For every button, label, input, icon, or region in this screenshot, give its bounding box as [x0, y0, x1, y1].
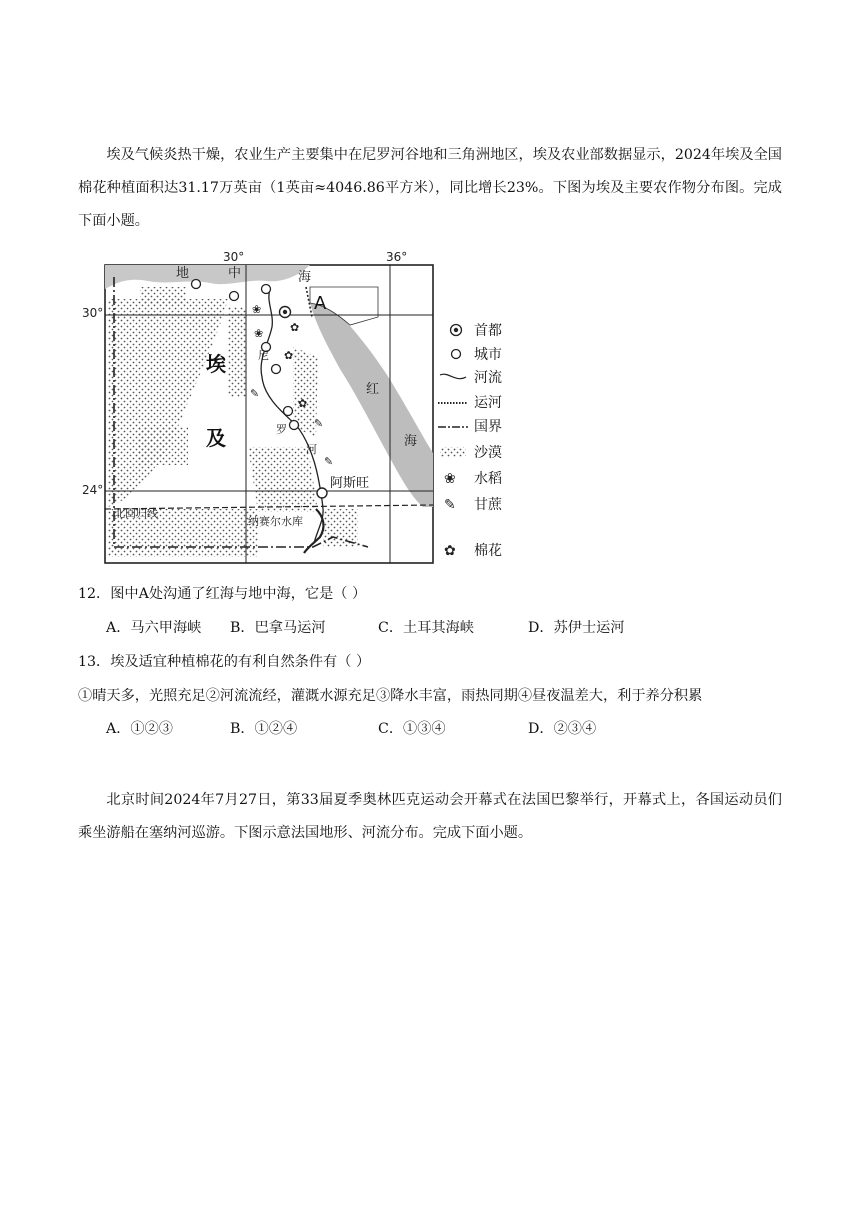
- sea-label-2: 中: [228, 266, 242, 281]
- q12-option-c[interactable]: C．土耳其海峡: [378, 620, 474, 636]
- legend-desert: 沙漠: [474, 445, 502, 461]
- question-12-stem: 12．图中A处沟通了红海与地中海，它是（ ）: [78, 586, 367, 602]
- svg-text:❀: ❀: [254, 327, 264, 340]
- svg-text:✿: ✿: [290, 321, 300, 334]
- q13-option-b[interactable]: B．①②④: [230, 721, 298, 737]
- question-13-statements: ①晴天多，光照充足②河流流经，灌溉水源充足③降水丰富，雨热同期④昼夜温差大，利于养分积累: [78, 688, 703, 704]
- nile-label-2: 罗: [276, 423, 287, 436]
- country-label-2: 及: [206, 426, 226, 450]
- q12-option-a[interactable]: A．马六甲海峡: [106, 620, 202, 636]
- sea-label-1: 地: [176, 266, 190, 281]
- sea-label-3: 海: [298, 270, 312, 285]
- point-a-label: A: [314, 293, 327, 314]
- svg-text:✿: ✿: [284, 349, 294, 362]
- svg-text:✎: ✎: [250, 387, 260, 400]
- q13-option-c[interactable]: C．①③④: [378, 721, 446, 737]
- map-legend: [438, 323, 503, 559]
- legend-capital: 首都: [474, 323, 502, 339]
- q12-option-d[interactable]: D．苏伊士运河: [528, 620, 625, 636]
- legend-border: 国界: [474, 419, 502, 435]
- q12-option-b[interactable]: B．巴拿马运河: [230, 620, 326, 636]
- country-label-1: 埃: [206, 352, 226, 376]
- legend-cotton: 棉花: [474, 543, 502, 559]
- tropic-label: 北回归线: [114, 507, 158, 520]
- egypt-crop-map: [78, 247, 518, 567]
- nile-label-1: 尼: [258, 349, 269, 362]
- lat-label-24: 24°: [82, 483, 104, 497]
- legend-canal: 运河: [474, 395, 502, 411]
- aswan-label: 阿斯旺: [330, 476, 370, 491]
- svg-text:✎: ✎: [324, 455, 334, 468]
- legend-sugarcane: 甘蔗: [474, 497, 502, 513]
- legend-river: 河流: [474, 370, 502, 386]
- lon-label-36: 36°: [386, 250, 408, 264]
- q13-option-d[interactable]: D．②③④: [528, 721, 597, 737]
- rice-icon: ❀: [444, 471, 456, 487]
- svg-text:✿: ✿: [298, 397, 308, 410]
- legend-rice: 水稻: [474, 471, 502, 487]
- intro-paragraph-paris: 北京时间2024年7月27日，第33届夏季奥林匹克运动会开幕式在法国巴黎举行，开幕式上，各国运动员们乘坐游船在塞纳河巡游。下图示意法国地形、河流分布。完成下面小题。: [78, 792, 782, 841]
- svg-text:❀: ❀: [252, 303, 262, 316]
- q13-option-a[interactable]: A．①②③: [106, 721, 173, 737]
- sugarcane-icon: ✎: [444, 497, 456, 513]
- red-sea-label-2: 海: [404, 434, 418, 449]
- legend-city: 城市: [474, 347, 502, 363]
- lake-nasser-label: 纳赛尔水库: [248, 515, 303, 528]
- intro-paragraph-egypt: 埃及气候炎热干燥，农业生产主要集中在尼罗河谷地和三角洲地区，埃及农业部数据显示，2024年埃及全国棉花种植面积达31.17万英亩（1英亩≈4046.86平方米），同比增长23%。下图为埃及主要农作物分布图。完成下面小题。: [78, 147, 782, 229]
- question-13-stem: 13．埃及适宜种植棉花的有利自然条件有（ ）: [78, 654, 371, 670]
- svg-text:✎: ✎: [314, 417, 324, 430]
- red-sea-label-1: 红: [366, 382, 380, 397]
- lon-label-30: 30°: [223, 250, 245, 264]
- lat-label-30: 30°: [82, 306, 104, 320]
- cotton-icon: ✿: [444, 543, 456, 559]
- nile-label-3: 河: [306, 443, 317, 456]
